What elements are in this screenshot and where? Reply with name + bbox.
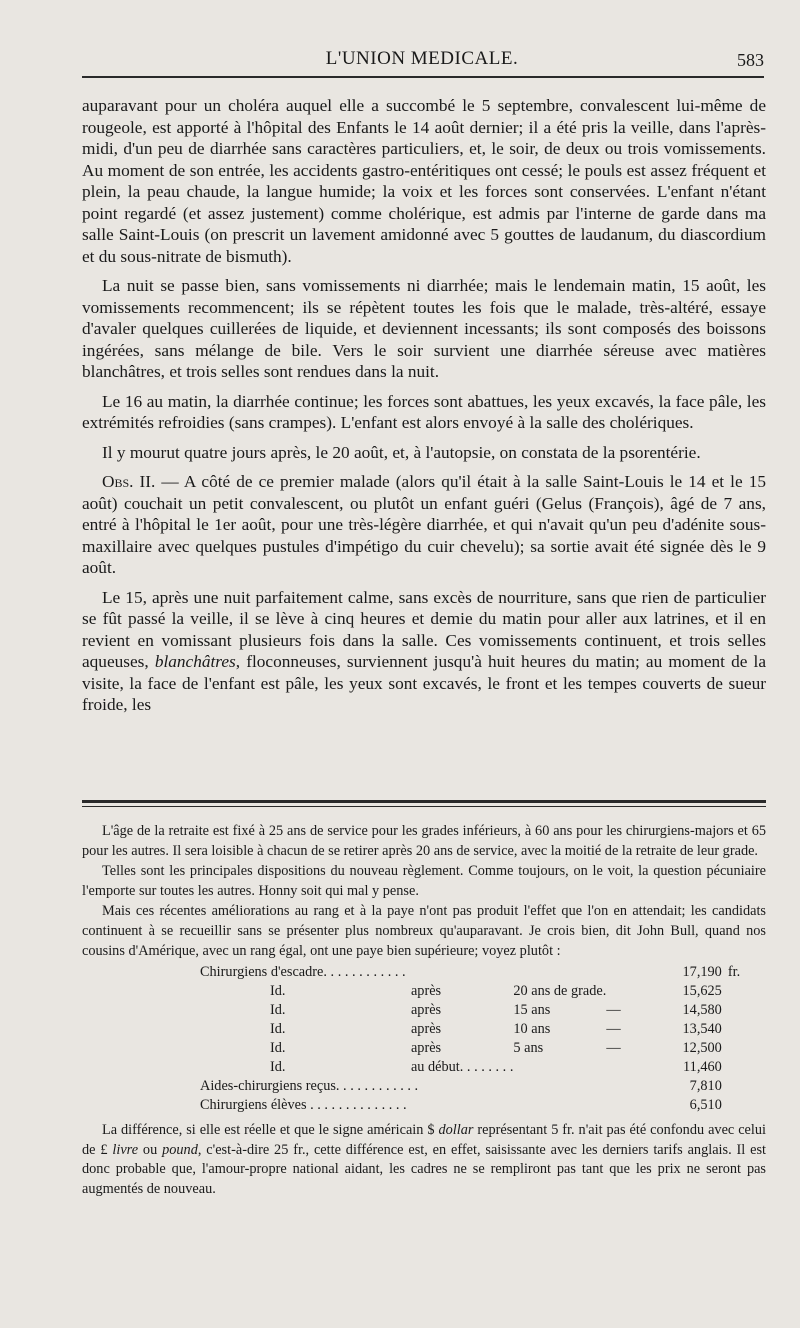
dollar-word: dollar [438, 1122, 474, 1139]
pay-table-dash [606, 982, 654, 1001]
pay-table-unit [722, 1058, 766, 1077]
paragraph-1: auparavant pour un choléra auquel elle a succombé le 5 septembre, convalescent lui-même de rougeole, est apporté à l'hôpital des Enfants le 14 août dernier; il a été pris la veille, dans l'après-midi, d'un peu de diarrhée sans caractères particuliers, et, le soir, de deux ou trois vomissements. Au moment de son entrée, les accidents gastro-entéritiques ont cessé; le pouls est assez fréquent et plein, la peau chaude, la langue humide; la voix et les forces sont conservées. L'enfant n'étant point regardé (et assez justement) comme cholérique, est admis par l'interne de garde dans ma salle Saint-Louis (on prescrit un lavement amidonné avec 5 gouttes de laudanum, du diascordium et du sous-nitrate de bismuth). [82, 96, 766, 266]
paragraph-6-part-a: Le 15, après une nuit parfaitement calme, sans excès de nourriture, sans que rien de particulier se fût passé la veille, il se lève à cinq heures et demie du matin pour aller aux latrines, et il en revient en vomissant plusieurs fois dans la salle. Ces vomissements continuent, et trois selles aqueuses, [82, 587, 766, 671]
pay-table-row [200, 1020, 766, 1039]
pay-table-row [200, 1096, 766, 1115]
pay-table-unit [722, 1001, 766, 1020]
pay-table-row [200, 1001, 766, 1020]
pay-table-rank: Id. [270, 1002, 286, 1019]
pay-table-row [200, 963, 766, 982]
pay-table-rank: Chirurgiens d'escadre. . . . . . . . . . . . [200, 964, 406, 981]
paragraph-6-part-b: , floconneuses, surviennent jusqu'à huit heures du matin; au moment de la visite, la face de l'enfant est pâle, les yeux sont excavés, le front et les tempes couverts de sueur froide, les [82, 652, 766, 714]
pay-table-unit [722, 1020, 766, 1039]
feuilleton-paragraph-3: Mais ces récentes améliorations au rang et à la paye n'ont pas produit l'effet que l'on en attendait; les candidats continuent à se recueillir sans se présenter plus nombreux qu'auparavant. Je crois bien, dit John Bull, quand nos cousins d'Amérique, avec un rang égal, ont une paye bien supérieure; voyez plutôt : [82, 903, 766, 959]
paragraph-4: Il y mourut quatre jours après, le 20 août, et, à l'autopsie, on constata de la psorentérie. [102, 442, 701, 462]
paragraph-6 [82, 587, 766, 716]
pay-table-after: après [410, 983, 442, 1000]
pay-table-unit [722, 1096, 766, 1115]
pay-table-after: après [410, 1002, 442, 1019]
feuilleton [82, 822, 766, 1201]
feuilleton-paragraph-1: L'âge de la retraite est fixé à 25 ans de service pour les grades inférieurs, à 60 ans pour les chirurgiens-majors et 65 pour les autres. Il sera loisible à chacun de se retirer après 20 ans de service, avec la moitié de la retraite de leur grade. [82, 823, 766, 859]
pay-table-dash: — [606, 1002, 621, 1019]
pay-table-amount: 17,190 [682, 964, 722, 981]
paragraph-6-italic: blanchâtres [154, 652, 236, 671]
pay-table-amount: 7,810 [689, 1078, 722, 1095]
pay-table-row [200, 1039, 766, 1058]
main-column [82, 95, 766, 724]
pay-table-rank: Id. [270, 1059, 286, 1076]
pay-table-years: 20 ans de grade. [513, 983, 607, 1000]
pound-word: pound [162, 1141, 198, 1158]
pay-table-amount: 14,580 [682, 1002, 722, 1019]
observation-label: Obs. II. [102, 472, 156, 491]
pay-table-rank: Id. [270, 983, 286, 1000]
feuilleton-p4-a: La différence, si elle est réelle et que le signe américain $ [102, 1122, 439, 1139]
pay-table-unit [722, 982, 766, 1001]
pay-table-after: après [410, 1040, 442, 1057]
pay-table-unit: fr. [727, 964, 741, 981]
paragraph-3: Le 16 au matin, la diarrhée continue; les forces sont abattues, les yeux excavés, la face pâle, les extrémités refroidies (sans crampes). L'enfant est alors envoyé à la salle des cholériques. [82, 391, 766, 432]
pay-table-dash: — [606, 1040, 621, 1057]
pay-table-row [200, 1077, 766, 1096]
pay-table-rank: Chirurgiens élèves . . . . . . . . . . . . . . [200, 1097, 407, 1114]
livre-word: livre [112, 1141, 139, 1158]
feuilleton-p4-b: représentant 5 fr. n'ait pas été confondu avec celui de £ [82, 1122, 766, 1158]
pay-table-rank: Id. [270, 1040, 286, 1057]
pay-table-years: 10 ans [513, 1021, 551, 1038]
pay-table-amount: 15,625 [682, 983, 722, 1000]
journal-title: L'UNION MEDICALE. [325, 48, 519, 69]
pay-table [200, 963, 766, 1115]
pay-table-dash [606, 1058, 654, 1077]
observation-2-text: — A côté de ce premier malade (alors qu'il était à la salle Saint-Louis le 14 et le 15 août) couchait un petit convalescent, ou plutôt un enfant guéri (Gelus (François), âgé de 7 ans, entré à l'hôpital le 1er août, pour une très-légère diarrhée, et qui n'avait qu'un peu d'adénite sous-maxillaire avec quelques pustules d'impétigo du cuir chevelu); sa sortie avait été signée dès le 9 août. [82, 472, 766, 577]
feuilleton-paragraph-4 [82, 1121, 766, 1199]
feuilleton-p4-d: , c'est-à-dire 25 fr., cette différence est, en effet, saisissante avec les derniers tarifs anglais. Il est donc probable que, l'amour-propre national aidant, les cadres ne se rempliront pas tant que les prix ne seront pas augmentés de nouveau. [82, 1141, 766, 1197]
feuilleton-p4-c: ou [138, 1141, 163, 1158]
page-number: 583 [737, 50, 764, 70]
pay-table-rank: Id. [270, 1021, 286, 1038]
pay-table-row [200, 982, 766, 1001]
pay-table-unit [722, 1039, 766, 1058]
pay-table-amount: 13,540 [682, 1021, 722, 1038]
pay-table-amount: 12,500 [682, 1040, 722, 1057]
header-rule [82, 76, 764, 78]
pay-table-years [513, 1058, 606, 1077]
pay-table-amount: 11,460 [683, 1059, 722, 1076]
pay-table-years: 5 ans [513, 1040, 544, 1057]
pay-table-unit [722, 1077, 766, 1096]
feuilleton-separator [82, 800, 766, 807]
pay-table-row [200, 1058, 766, 1077]
paragraph-2: La nuit se passe bien, sans vomissements ni diarrhée; mais le lendemain matin, 15 août, les vomissements recommencent; ils se répètent toutes les fois que le malade, très-altéré, essaye d'avaler quelques cuillerées de liquide, et deviennent incessants; ils sont composés des boissons ingérées, sans mélange de bile. Vers le soir survient une diarrhée séreuse avec matières blanchâtres, et trois selles sont rendues dans la nuit. [82, 276, 766, 381]
pay-table-rank: Aides-chirurgiens reçus. . . . . . . . . . . . [200, 1078, 419, 1095]
running-header [82, 46, 762, 76]
feuilleton-paragraph-2: Telles sont les principales dispositions du nouveau règlement. Comme toujours, on le voit, la question pécuniaire l'emporte sur toutes les autres. Honny soit qui mal y pense. [82, 863, 766, 899]
pay-table-years: 15 ans [513, 1002, 551, 1019]
observation-2 [82, 471, 766, 579]
pay-table-after: après [410, 1021, 442, 1038]
pay-table-dash: — [606, 1021, 621, 1038]
pay-table-after: au début. . . . . . . . [410, 1059, 514, 1076]
pay-table-amount: 6,510 [689, 1097, 722, 1114]
